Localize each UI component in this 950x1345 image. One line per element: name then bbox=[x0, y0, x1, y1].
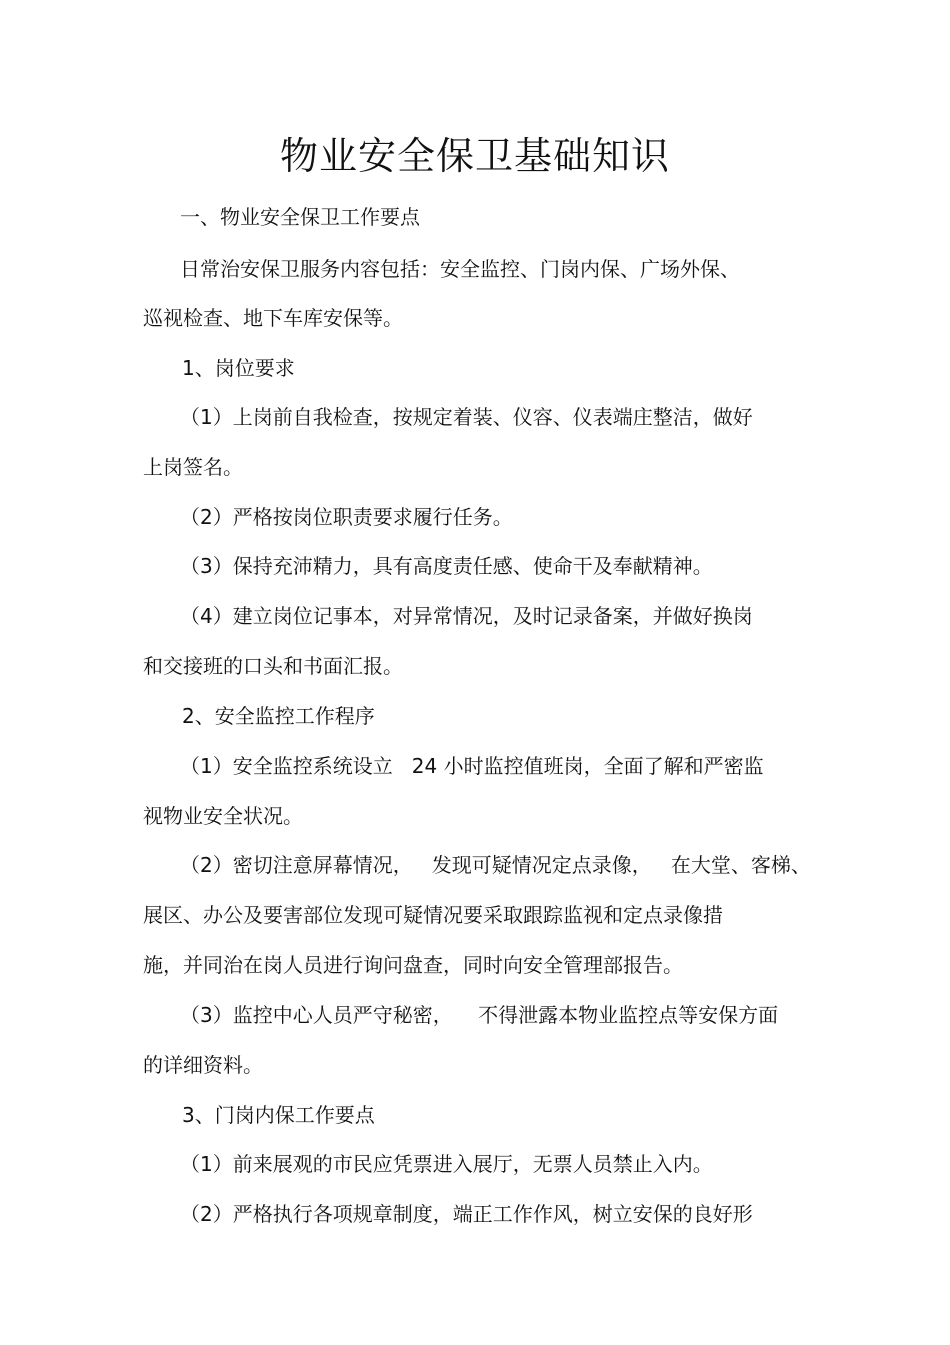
list-item: （2）严格执行各项规章制度，端正工作作风，树立安保的良好形 bbox=[180, 1202, 753, 1226]
list-item: （2）严格按岗位职责要求履行任务。 bbox=[180, 505, 513, 529]
list-item: （4）建立岗位记事本，对异常情况，及时记录备案，并做好换岗 bbox=[180, 604, 753, 628]
list-item: （1）安全监控系统设立 24 小时监控值班岗，全面了解和严密监 bbox=[180, 754, 764, 778]
paragraph-line: 上岗签名。 bbox=[143, 455, 243, 479]
list-item: （3）监控中心人员严守秘密， 不得泄露本物业监控点等安保方面 bbox=[180, 1003, 779, 1027]
paragraph-line: 视物业安全状况。 bbox=[143, 804, 303, 828]
list-item: （1）前来展观的市民应凭票进入展厅，无票人员禁止入内。 bbox=[180, 1152, 713, 1176]
paragraph-line: 展区、办公及要害部位发现可疑情况要采取跟踪监视和定点录像措 bbox=[143, 903, 723, 927]
paragraph-line: 日常治安保卫服务内容包括：安全监控、门岗内保、广场外保、 bbox=[180, 257, 740, 281]
document-title: 物业安全保卫基础知识 bbox=[279, 134, 670, 178]
paragraph-line: 的详细资料。 bbox=[143, 1053, 263, 1077]
list-item: （1）上岗前自我检查，按规定着装、仪容、仪表端庄整洁，做好 bbox=[180, 405, 753, 429]
section-heading: 一、物业安全保卫工作要点 bbox=[180, 205, 420, 229]
list-item: （3）保持充沛精力，具有高度责任感、使命干及奉献精神。 bbox=[180, 554, 713, 578]
paragraph-line: 施，并同治在岗人员进行询问盘查，同时向安全管理部报告。 bbox=[143, 953, 683, 977]
list-item: （2）密切注意屏幕情况， 发现可疑情况定点录像， 在大堂、客梯、 bbox=[180, 853, 811, 877]
paragraph-line: 和交接班的口头和书面汇报。 bbox=[143, 654, 403, 678]
subsection-heading: 1、岗位要求 bbox=[182, 356, 295, 380]
paragraph-line: 巡视检查、地下车库安保等。 bbox=[143, 306, 403, 330]
subsection-heading: 3、门岗内保工作要点 bbox=[182, 1103, 375, 1127]
subsection-heading: 2、安全监控工作程序 bbox=[182, 704, 375, 728]
